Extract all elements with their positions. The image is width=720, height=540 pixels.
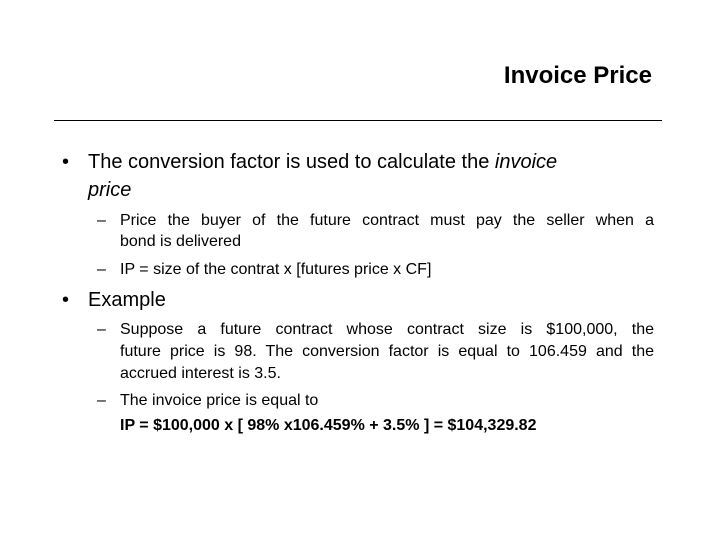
dash-icon: –: [97, 392, 106, 409]
bullet-1-text: The conversion factor is used to calculate the: [88, 151, 495, 173]
sub-2-2-line-1: The invoice price is equal to: [120, 392, 319, 409]
invoice-formula: IP = $100,000 x [ 98% x106.459% + 3.5% ] = $104,329.82: [120, 417, 537, 434]
dash-icon: –: [97, 321, 106, 338]
sub-2-1-line-3: accrued interest is 3.5.: [120, 365, 281, 382]
bullet-icon: •: [62, 151, 70, 173]
sub-1-1-line-2: bond is delivered: [120, 233, 241, 250]
bullet-1-line-2: price: [88, 179, 132, 201]
bullet-2-text: Example: [88, 289, 166, 311]
sub-2-1-line-2: future price is 98. The conversion factor is equal to 106.459 and the: [120, 343, 654, 360]
sub-2-1-line-1: Suppose a future contract whose contract size is $100,000, the: [120, 321, 654, 338]
bullet-1-line-1: [88, 152, 557, 172]
sub-1-2-line-1: IP = size of the contrat x [futures price x CF]: [120, 261, 432, 278]
dash-icon: –: [97, 212, 106, 229]
sub-1-1-line-1: Price the buyer of the future contract must pay the seller when a: [120, 212, 654, 229]
bullet-1-emphasis: invoice: [494, 151, 558, 173]
dash-icon: –: [97, 261, 106, 278]
page-title: Invoice Price: [503, 62, 652, 89]
title-divider: [54, 120, 662, 121]
bullet-icon: •: [62, 289, 70, 311]
